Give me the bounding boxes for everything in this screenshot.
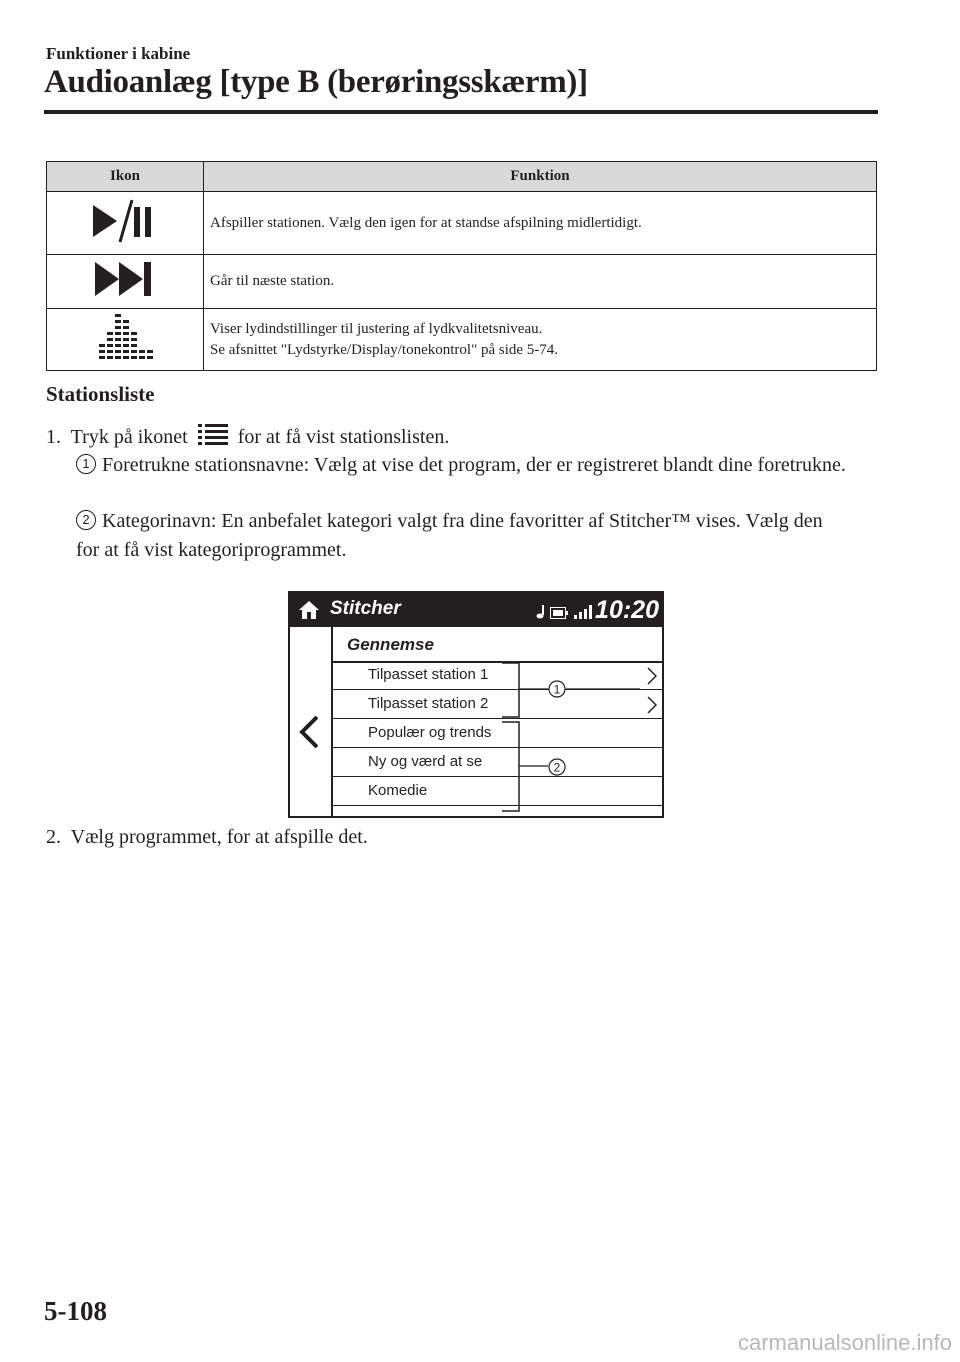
equalizer-icon (47, 309, 204, 371)
callout-text: Foretrukne stationsnavne: Vælg at vise det program, der er registreret blandt dine foretrukne. (102, 454, 846, 476)
step-number: 1. (46, 426, 61, 448)
header-function: Funktion (204, 162, 877, 192)
callout-2-description (76, 507, 846, 565)
step-1 (46, 423, 449, 449)
callout-brackets (290, 593, 662, 816)
list-item-label: Tilpasset station 1 (368, 666, 489, 683)
section-label: Funktioner i kabine (46, 44, 191, 63)
table-row (47, 309, 877, 371)
desc-line: Viser lydindstillinger til justering af lydkvalitetsniveau. (210, 320, 543, 337)
list-item-label: Komedie (368, 782, 428, 799)
app-title: Stitcher (330, 598, 401, 619)
section-heading: Stationsliste (46, 382, 155, 406)
page-number: 5-108 (44, 1296, 107, 1326)
desc-line: Går til næste station. (210, 273, 335, 289)
watermark: carmanualsonline.info (737, 1330, 952, 1355)
table-cell-desc (204, 309, 877, 371)
clock-time: 10:20 (595, 596, 659, 624)
play-pause-icon (47, 192, 204, 255)
step-text: Vælg programmet, for at afspille det. (70, 826, 368, 848)
list-icon (197, 423, 229, 445)
title-rule (44, 110, 878, 114)
list-item-label: Ny og værd at se (368, 753, 483, 770)
step-2 (46, 826, 368, 849)
callout-2-number: 2 (553, 760, 561, 775)
step-text: Tryk på ikonet (70, 426, 188, 448)
callout-1-description (76, 451, 866, 480)
step-text: for at få vist stationslisten. (237, 426, 450, 448)
table-header-row (47, 162, 877, 192)
callout-number: 1 (76, 454, 96, 474)
function-table (46, 161, 877, 371)
table-cell-desc (204, 192, 877, 255)
list-item-label: Tilpasset station 2 (368, 695, 489, 712)
desc-line: Se afsnittet "Lydstyrke/Display/tonekontrol" på side 5-74. (210, 341, 559, 358)
stitcher-screen (288, 591, 664, 818)
page-title: Audioanlæg [type B (berøringsskærm)] (44, 64, 588, 100)
table-row (47, 255, 877, 309)
step-number: 2. (46, 826, 61, 848)
category-title: Gennemse (347, 635, 434, 654)
desc-line: Afspiller stationen. Vælg den igen for at standse afspilning midlertidigt. (210, 214, 642, 231)
callout-text: Kategorinavn: En anbefalet kategori valgt fra dine favoritter af Stitcher™ vises. Vælg den for at få vist kategoriprogrammet. (76, 510, 823, 561)
list-item-label: Populær og trends (368, 724, 492, 741)
table-cell-desc (204, 255, 877, 309)
callout-number: 2 (76, 510, 96, 530)
table-row (47, 192, 877, 255)
skip-forward-icon (47, 255, 204, 309)
callout-1-number: 1 (553, 682, 561, 697)
header-icon: Ikon (47, 162, 204, 192)
